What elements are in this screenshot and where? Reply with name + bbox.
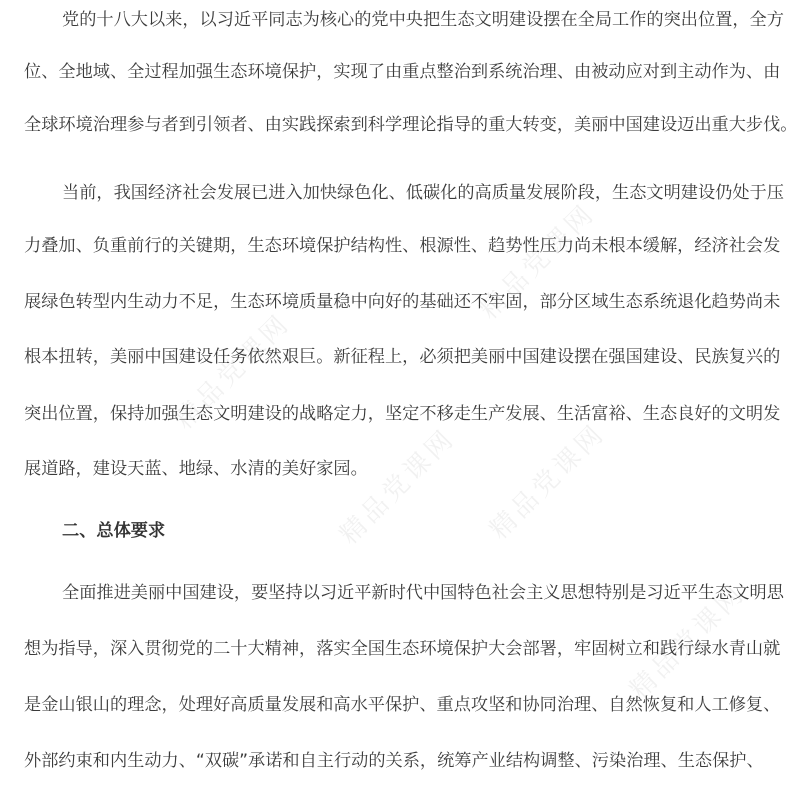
paragraph-line: 展道路，建设天蓝、地绿、水清的美好家园。 (24, 459, 368, 479)
paragraph-line: 展绿色转型内生动力不足，生态环境质量稳中向好的基础还不牢固，部分区域生态系统退化趋势尚未 (24, 292, 781, 312)
paragraph-line: 外部约束和内生动力、“双碳”承诺和自主行动的关系，统筹产业结构调整、污染治理、生态保护、 (24, 751, 764, 771)
paragraph-line: 全面推进美丽中国建设，要坚持以习近平新时代中国特色社会主义思想特别是习近平生态文明思 (62, 583, 784, 603)
paragraph-line: 全球环境治理参与者到引领者、由实践探索到科学理论指导的重大转变，美丽中国建设迈出重大步伐。 (24, 115, 798, 135)
watermark: 精品党课网 (484, 418, 612, 546)
paragraph-line: 是金山银山的理念，处理好高质量发展和高水平保护、重点攻坚和协同治理、自然恢复和人工修复、 (24, 695, 781, 715)
watermark: 精品党课网 (624, 578, 752, 706)
paragraph-line: 力叠加、负重前行的关键期，生态环境保护结构性、根源性、趋势性压力尚未根本缓解，经济社会发 (24, 236, 781, 256)
paragraph-line: 根本扭转，美丽中国建设任务依然艰巨。新征程上，必须把美丽中国建设摆在强国建设、民族复兴的 (24, 347, 781, 367)
paragraph-line: 党的十八大以来，以习近平同志为核心的党中央把生态文明建设摆在全局工作的突出位置，全方 (62, 10, 784, 30)
watermark: 精品党课网 (474, 198, 602, 326)
paragraph-line: 突出位置，保持加强生态文明建设的战略定力，坚定不移走生产发展、生活富裕、生态良好的文明发 (24, 404, 781, 424)
section-heading: 二、总体要求 (62, 521, 166, 541)
watermark: 精品党课网 (169, 308, 297, 436)
paragraph-line: 想为指导，深入贯彻党的二十大精神，落实全国生态环境保护大会部署，牢固树立和践行绿水青山就 (24, 639, 781, 659)
watermark: 精品党课网 (334, 423, 462, 551)
paragraph-line: 位、全地域、全过程加强生态环境保护，实现了由重点整治到系统治理、由被动应对到主动作为、由 (24, 62, 781, 82)
paragraph-line: 当前，我国经济社会发展已进入加快绿色化、低碳化的高质量发展阶段，生态文明建设仍处于压 (62, 183, 784, 203)
